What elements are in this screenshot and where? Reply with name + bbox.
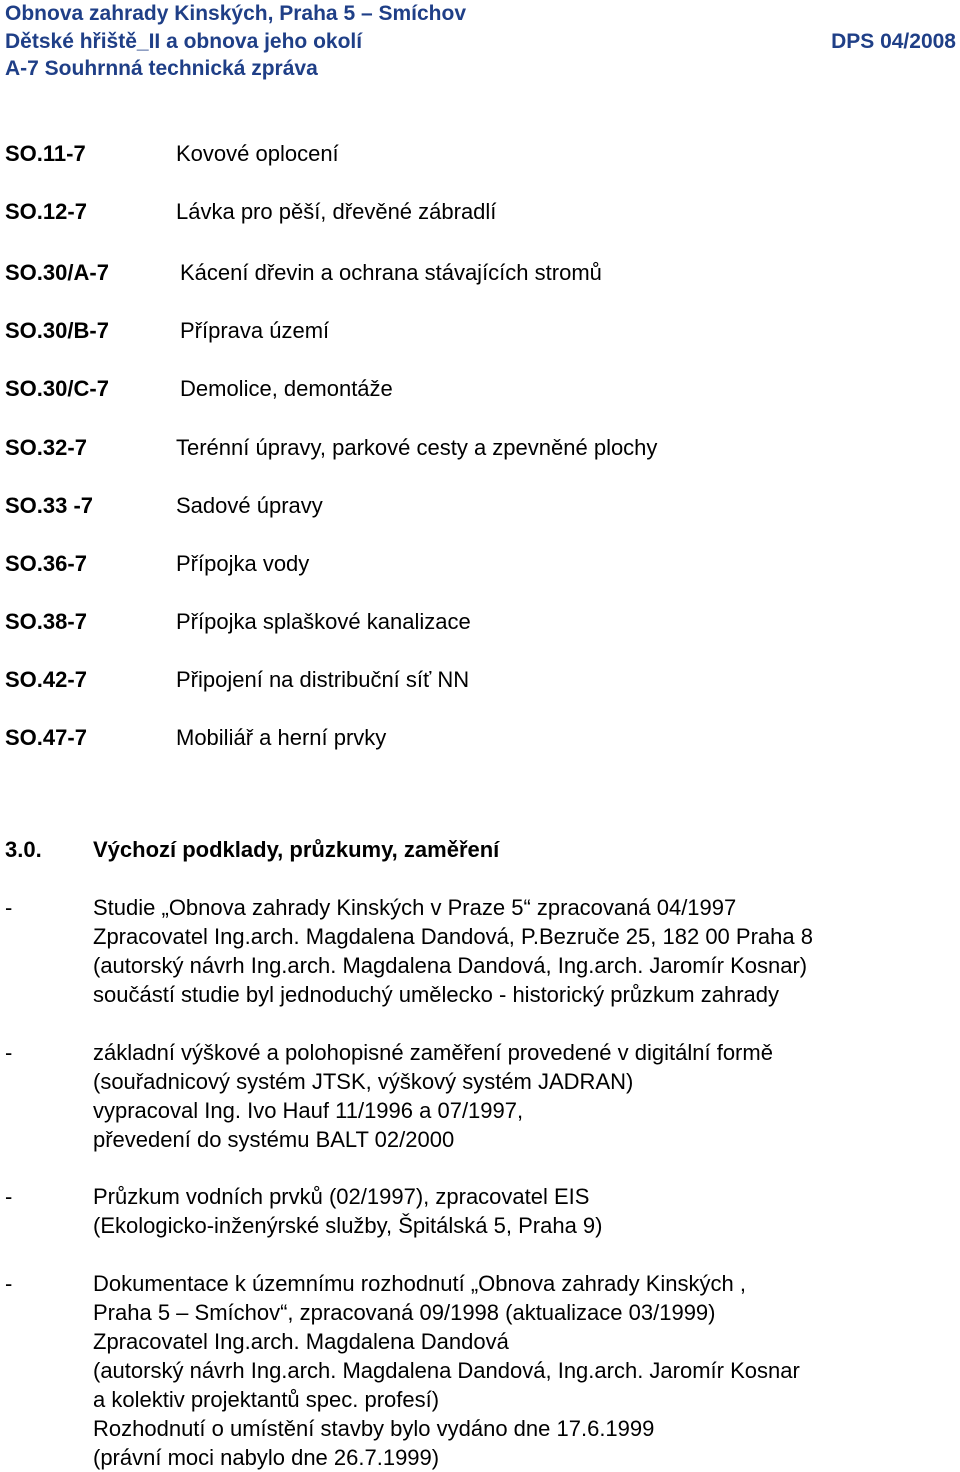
list-line: Studie „Obnova zahrady Kinských v Praze 5“ zpracovaná 04/1997 [93,895,737,920]
header-subtitle: Dětské hřiště_II a obnova jeho okolí [5,30,363,53]
section-number: 3.0. [5,837,42,862]
object-code: SO.30/A-7 [5,260,109,285]
section-title: Výchozí podklady, průzkumy, zaměření [93,837,500,862]
object-description: Přípojka vody [176,551,310,576]
object-row [5,432,945,464]
list-line: Dokumentace k územnímu rozhodnutí „Obnova zahrady Kinských , [93,1271,746,1296]
object-code: SO.36-7 [5,551,87,576]
object-code: SO.30/C-7 [5,376,109,401]
list-line: (autorský návrh Ing.arch. Magdalena Dandová, Ing.arch. Jaromír Kosnar [93,1358,800,1383]
object-row [5,196,945,228]
object-description: Demolice, demontáže [180,376,393,401]
object-description: Mobiliář a herní prvky [176,725,387,750]
list-line: součástí studie byl jednoduchý umělecko - historický průzkum zahrady [93,982,779,1007]
object-row [5,138,945,170]
list-line: Zpracovatel Ing.arch. Magdalena Dandová, P.Bezruče 25, 182 00 Praha 8 [93,924,813,949]
list-line: základní výškové a polohopisné zaměření provedené v digitální formě [93,1040,773,1065]
list-line: Zpracovatel Ing.arch. Magdalena Dandová [93,1329,509,1354]
list-line: převedení do systému BALT 02/2000 [93,1127,455,1152]
header-document-name: A-7 Souhrnná technická zpráva [5,57,318,80]
object-row [5,548,945,580]
object-description: Kácení dřevin a ochrana stávajících stromů [180,260,602,285]
object-row [5,490,945,522]
list-line: a kolektiv projektantů spec. profesí) [93,1387,440,1412]
list-dash: - [5,895,13,920]
list-line: Průzkum vodních prvků (02/1997), zpracovatel EIS [93,1184,590,1209]
object-row [5,722,945,754]
object-description: Přípojka splaškové kanalizace [176,609,471,634]
section-heading [5,834,499,866]
list-dash: - [5,1271,13,1296]
object-code: SO.11-7 [5,141,86,166]
object-code: SO.42-7 [5,667,87,692]
list-line: (autorský návrh Ing.arch. Magdalena Dandová, Ing.arch. Jaromír Kosnar) [93,953,808,978]
object-code: SO.33 -7 [5,493,94,518]
object-description: Příprava území [180,318,330,343]
object-description: Sadové úpravy [176,493,323,518]
object-description: Terénní úpravy, parkové cesty a zpevněné plochy [176,435,658,460]
object-row [5,373,945,405]
object-description: Připojení na distribuční síť NN [176,667,470,692]
object-row [5,664,945,696]
object-code: SO.12-7 [5,199,87,224]
list-line: Rozhodnutí o umístění stavby bylo vydáno dne 17.6.1999 [93,1416,655,1441]
object-row [5,606,945,638]
header-doc-code: DPS 04/2008 [831,30,956,53]
list-line: (Ekologicko-inženýrské služby, Špitálská 5, Praha 9) [93,1213,603,1238]
list-line: (právní moci nabylo dne 26.7.1999) [93,1445,440,1470]
list-line: (souřadnicový systém JTSK, výškový systém JADRAN) [93,1069,634,1094]
object-row [5,315,945,347]
header-project-title: Obnova zahrady Kinských, Praha 5 – Smíchov [5,2,467,25]
object-code: SO.47-7 [5,725,87,750]
object-code: SO.32-7 [5,435,87,460]
object-code: SO.38-7 [5,609,87,634]
list-dash: - [5,1040,13,1065]
object-description: Lávka pro pěší, dřevěné zábradlí [176,199,497,224]
list-line: vypracoval Ing. Ivo Hauf 11/1996 a 07/1997, [93,1098,524,1123]
object-description: Kovové oplocení [176,141,339,166]
object-code: SO.30/B-7 [5,318,109,343]
object-row [5,257,945,289]
list-dash: - [5,1184,13,1209]
list-line: Praha 5 – Smíchov“, zpracovaná 09/1998 (aktualizace 03/1999) [93,1300,716,1325]
